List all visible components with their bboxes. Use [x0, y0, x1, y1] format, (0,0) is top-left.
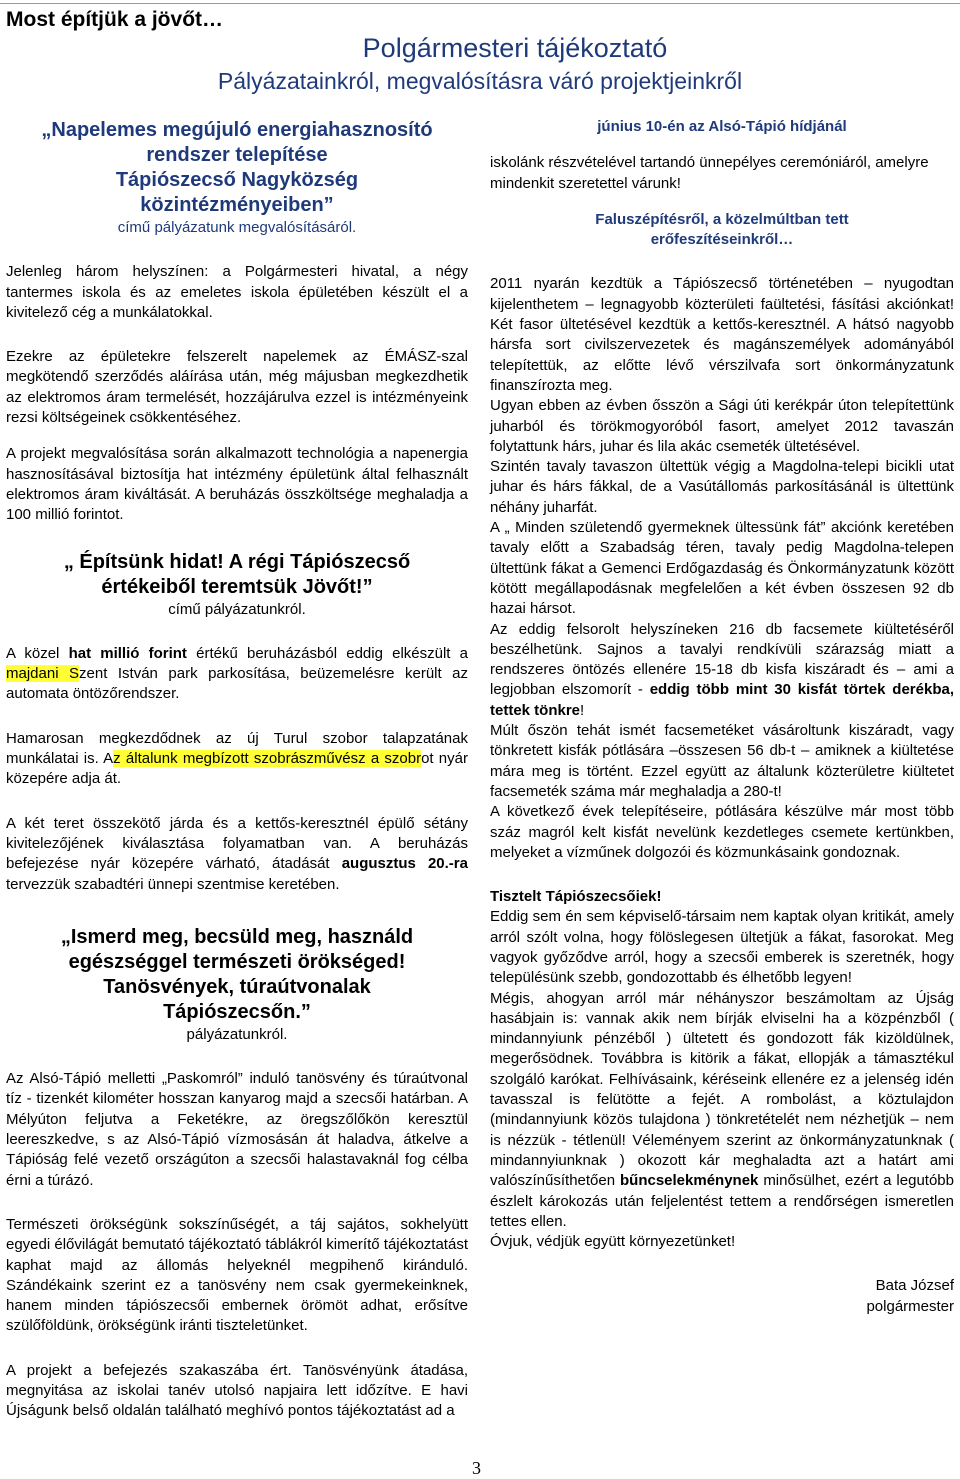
section-heading-trees: Faluszépítésről, a közelmúltban tett erőfeszítéseinkről… [595, 210, 849, 249]
signer-name: Bata József [875, 1277, 954, 1295]
event-heading: június 10-én az Alsó-Tápió hídjánál [597, 118, 847, 135]
paragraph: A két teret összekötő járda és a kettős-keresztnél épülő sétány kivitelezőjének kiválasztása folyamatban van. A beruházás befejezése nyár közepére várható, átadását augusztus 20.-ra tervezzük szabadtéri ünnepi szentmise keretében. [6, 814, 468, 893]
page-number: 3 [472, 1458, 481, 1478]
newsletter-slogan: Most építjük a jövőt… [6, 8, 224, 31]
left-column [6, 118, 468, 1422]
paragraph: Mégis, ahogyan arról már néhányszor beszámoltam az Újság hasábjain is: vannak akik nem bírják elviselni ha a közpénzből ( mindannyiunk pénzéből ) ültetett és gondozott fák kizöldülnek, megerősödnek. Továbbra is kitörik a fákat, ellopják a támasztékul szolgáló karókat. Felhívásaink, kéréseink ellenére ez a jelenség idén tavasszal is felütötte a fejét. A rombolást, a köztulajdon (mindannyiunk közös tulajdona ) tönkretételét nem nézhetjük – nem is nézzük - tétlenül! Véleményem szerint az önkormányzatunknak ( mindannyiunknak ) okozott kár meghaladta azt a határt ami valószínűsíthetően bűncselekménynek minősülhet, ezért a legutóbb észlelt károkozás után feljelentést tettem a rendőrségen ismeretlen tettes ellen. [490, 989, 954, 1230]
section-caption-solar: című pályázatunk megvalósításáról. [117, 219, 357, 236]
highlighted-text: z általunk megbízott szobrászművész a szobr [113, 750, 422, 768]
section-title-bridge: „ Építsünk hidat! A régi Tápiószecső értékeiből teremtsük Jövőt!” [63, 550, 411, 598]
paragraph: A projekt megvalósítása során alkalmazott technológia a napenergia hasznosításával biztosítja hat intézmény épületünk által felhasznált elektromos áram kiváltását. A beruházás összköltsége meghaladja a 100 millió forintot. [6, 445, 468, 524]
page-subtitle: Pályázatainkról, megvalósításra váró projektjeinkről [217, 68, 743, 94]
paragraph: Ugyan ebben az évben ősszön a Sági úti kerékpár úton telepítettünk juharból és törökmogyoróból fasort, amelyet 2012 tavaszán folytattunk hárs, juhar és lila akác csemeték ültetésével. [490, 397, 954, 455]
paragraph: iskolánk részvételével tartandó ünnepélyes ceremóniáról, amelyre mindenkit szeretettel várunk! [490, 154, 929, 192]
section-title-trails: „Ismerd meg, becsüld meg, használd egészséggel természeti örökséged! Tanösvények, túraútvonalak Tápiószecsőn.” [60, 925, 414, 1023]
section-caption-bridge: című pályázatunkról. [168, 600, 306, 618]
paragraph: A „ Minden születendő gyermeknek ültessünk fát” akciónk keretében tavaly előtt a Szabadság téren, tavaly pedig Magdolna-telepen ültettünk fákat a Gemenci Erdőgazdaság és Önkormányzatunk között kötött megállapodásnak megfelelően a két évben összesen 92 db hazai hársot. [490, 519, 954, 618]
section-caption-trails: pályázatunkról. [186, 1025, 288, 1043]
paragraph: A közel hat millió forint értékű beruházásból eddig elkészült a majdani Szent István park parkosítása, beüzemelésre került az automata öntözőrendszer. [6, 644, 468, 703]
right-column [490, 117, 954, 1317]
signer-title: polgármester [866, 1297, 954, 1315]
paragraph: Jelenleg három helyszínen: a Polgármesteri hivatal, a négy tantermes iskola és az emeletes iskola épületében készült el a kivitelező cég a munkálatokkal. [6, 263, 468, 321]
page-title: Polgármesteri tájékoztató [362, 33, 668, 63]
paragraph: Az Alsó-Tápió melletti „Paskomról” induló tanösvény és túraútvonal tíz - tizenkét kilométer hosszan kanyarog majd a szecsői határban. A Mélyúton feljutva a Feketékre, az öregszőlőkön keresztül leereszkedve, s az Alsó-Tápió vízmosásán át haladva, átkelve a Tápióság felé vezető országúton a szecsői halastavaknál fog célba érni a túrázó. [6, 1070, 468, 1189]
paragraph: Múlt őszön tehát ismét facsemetéket vásároltunk kiszáradt, vagy tönkretett kisfák pótlására –összesen 56 db-t – amiknek a kiültetése mára meg is történt. Ezzel együtt az általunk közterületre kiültetet facsemeték száma már meghaladja a 280-t! [490, 722, 954, 800]
paragraph: Természeti örökségünk sokszínűségét, a táj sajátos, sokhelyütt egyedi élővilágát bemutató tájékoztató táblákról kimerítő tájékoztatást kaphat majd az állomás helyeknél megpihenő kiránduló. Szándékaink szerint ez a tanösvény nem csak gyermekeinknek, hanem minden tápiószecsői embernek örömöt adhat, erősítve szülőföldünk, örökségünk iránti tiszteletünket. [6, 1215, 468, 1335]
paragraph: Hamarosan megkezdődnek az új Turul szobor talapzatának munkálatai is. Az általunk megbízott szobrászművész a szobrot nyár közepére adja át. [6, 729, 468, 788]
paragraph: Az eddig felsorolt helyszíneken 216 db facsemete kiültetéséről beszélhetünk. Sajnos a tavalyi rendkívüli szárazság miatt a rendszeres öntözés ellenére 15-18 db kisfa kiszáradt és – ami a legjobban elszomorít - eddig több mint 30 kisfát törtek derékba, tettek tönkre! [490, 620, 954, 719]
paragraph: 2011 nyarán kezdtük a Tápiószecső történetében – nyugodtan kijelenthetem – legnagyobb közterületi faültetési, fásítási akciónkat! Két fasor ültetésével kezdtük a kettős-keresztnél. A hátsó nagyobb hársfa sort civilszervezetek és magánszemélyek adományából telepítettük, az előtte lévő vérszilvafa sort önkormányzatunk finanszírozta meg. [490, 275, 954, 394]
paragraph: A projekt a befejezés szakaszába ért. Tanösvényünk átadása, megnyitása az iskolai tanév utolsó napjaira lett időzítve. E havi Újságunk belső oldalán található meghívó pontos tájékoztatást ad a [6, 1361, 468, 1420]
paragraph: Eddig sem én sem képviselő-társaim nem kaptak olyan kritikát, amely arról szólt volna, hogy fölöslegesen ültetjük a fákat, fasorokat. Meg vagyok győződve arról, hogy a szecsői emberek is szeretnék, hogy településünk szebb, gondozottabb és élhetőbb legyen! [490, 908, 954, 987]
top-rule [0, 3, 960, 4]
greeting: Tisztelt Tápiószecsőiek! [490, 888, 662, 906]
paragraph: Ezekre az épületekre felszerelt napelemek az ÉMÁSZ-szal megkötendő szerződés aláírása után, még májusban megkezdhetik az elektromos áram termelését, hozzájárulva ezzel is intézményeink rezsi költségeinek csökkentéséhez. [6, 348, 468, 427]
highlighted-text: majdani S [6, 665, 80, 683]
paragraph: Szintén tavaly tavaszon ültettük végig a Magdolna-telepi bicikli utat juhar és hárs fákkal, de a Vasútállomás parkosításánál is ültettünk néhány juharfát. [490, 458, 954, 516]
paragraph: A következő évek telepítéseire, pótlására készülve már most több száz magról kelt kisfát nevelünk kezdetleges csemete kertünkben, melyeket a vízműnek dolgozói és közmunkásaink gondoznak. [490, 803, 954, 861]
closing-line: Óvjuk, védjük együtt környezetünket! [490, 1233, 736, 1251]
section-title-solar: „Napelemes megújuló energiahasznosító rendszer telepítése Tápiószecső Nagyközség közintézményeiben” [41, 119, 433, 216]
